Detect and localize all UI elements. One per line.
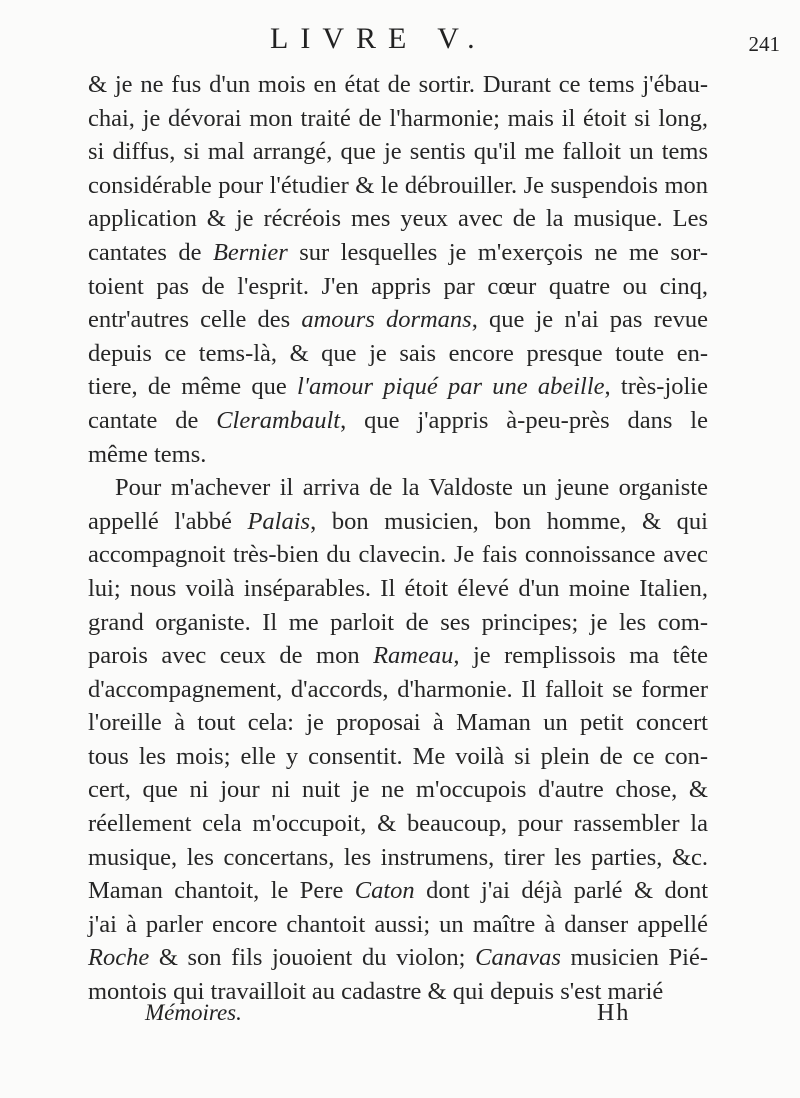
page-header (0, 22, 800, 62)
text-line (88, 236, 708, 270)
text-line (88, 135, 708, 169)
text-line (88, 606, 708, 640)
text-line (88, 538, 708, 572)
text-span: parois avec ceux de mon (88, 642, 374, 670)
text-span: tous les mois; elle y consentit. Me voilà si plein de ce con- (88, 742, 708, 770)
text-span: lui; nous voilà inséparables. Il étoit élevé d'un moine Italien, (88, 574, 708, 602)
text-span: entr'autres celle des (88, 306, 302, 334)
text-line (88, 807, 708, 841)
text-line (88, 572, 708, 606)
text-line (88, 169, 708, 203)
text-span: Maman chantoit, le Pere (88, 877, 355, 905)
text-line (88, 740, 708, 774)
text-span: , bon musicien, bon homme, & qui (310, 507, 708, 535)
text-span: cantates de (88, 238, 213, 266)
text-span: application & je récréois mes yeux avec de la musique. Les (88, 205, 708, 233)
footer-title: Mémoires. (145, 1000, 242, 1025)
text-span: chai, je dévorai mon traité de l'harmonie; mais il étoit si long, (88, 104, 708, 132)
italic-span: Canavas (475, 944, 561, 972)
text-line (88, 471, 708, 505)
text-span: même tems. (88, 440, 207, 468)
text-line (88, 639, 708, 673)
text-line (88, 438, 708, 472)
text-line (88, 841, 708, 875)
text-line (88, 941, 708, 975)
italic-span: Bernier (212, 238, 288, 266)
signature-mark: Hh (597, 1000, 631, 1026)
italic-span: l'amour piqué par une abeille (297, 373, 605, 401)
italic-span: Caton (354, 877, 415, 905)
text-line (88, 303, 708, 337)
text-span: , que j'appris à-peu-près dans le (340, 406, 708, 434)
text-span: musique, les concertans, les instrumens, tirer les parties, &c. (88, 843, 708, 871)
text-span: considérable pour l'étudier & le débrouiller. Je suspendois mon (88, 171, 708, 199)
text-line (88, 68, 708, 102)
text-span: si diffus, si mal arrangé, que je sentis qu'il me falloit un tems (88, 138, 708, 166)
body-text (88, 68, 708, 1009)
text-line (88, 505, 708, 539)
text-span: appellé l'abbé (88, 507, 248, 535)
text-span: sur lesquelles je m'exerçois ne me sor- (287, 238, 708, 266)
text-line (88, 706, 708, 740)
text-span: depuis ce tems-là, & que je sais encore presque toute en- (88, 339, 708, 367)
text-line (88, 673, 708, 707)
text-span: , très-jolie (604, 373, 708, 401)
text-span: toient pas de l'esprit. J'en appris par cœur quatre ou cinq, (88, 272, 708, 300)
text-span: grand organiste. Il me parloit de ses principes; je les com- (88, 608, 708, 636)
text-span: musicien Pié- (560, 944, 708, 972)
text-line (88, 102, 708, 136)
italic-span: Palais (247, 507, 311, 535)
text-span: cantate de (88, 406, 217, 434)
page-footer (0, 998, 800, 1038)
text-line (88, 773, 708, 807)
italic-span: Clerambault (216, 406, 341, 434)
text-span: & son fils jouoient du violon; (149, 944, 476, 972)
text-span: tiere, de même que (88, 373, 297, 401)
text-span: d'accompagnement, d'accords, d'harmonie. Il falloit se former (88, 675, 708, 703)
text-span: dont j'ai déjà parlé & dont (414, 877, 708, 905)
text-span: , je remplissois ma tête (453, 642, 708, 670)
text-line (88, 908, 708, 942)
text-span: cert, que ni jour ni nuit je ne m'occupois d'autre chose, & (88, 776, 708, 804)
italic-span: Roche (88, 944, 150, 972)
text-line (88, 370, 708, 404)
text-span: & je ne fus d'un mois en état de sortir. Durant ce tems j'ébau- (88, 71, 708, 98)
text-span: l'oreille à tout cela: je proposai à Maman un petit concert (88, 709, 708, 737)
text-span: Pour m'achever il arriva de la Valdoste un jeune organiste (115, 474, 708, 502)
text-line (88, 202, 708, 236)
running-head: LIVRE V. (270, 22, 487, 55)
text-span: , que je n'ai pas revue (471, 306, 709, 334)
page-number: 241 (748, 32, 780, 56)
text-line (88, 337, 708, 371)
text-span: montois qui travailloit au cadastre & qui depuis s'est marié (88, 978, 664, 1006)
text-line (88, 874, 708, 908)
text-line (88, 270, 708, 304)
text-span: j'ai à parler encore chantoit aussi; un maître à danser appellé (88, 910, 708, 938)
text-span: réellement cela m'occupoit, & beaucoup, pour rassembler la (88, 810, 708, 838)
italic-span: amours dormans (301, 306, 472, 334)
text-line (88, 404, 708, 438)
text-span: accompagnoit très-bien du clavecin. Je fais connoissance avec (88, 541, 708, 569)
italic-span: Rameau (373, 642, 454, 670)
